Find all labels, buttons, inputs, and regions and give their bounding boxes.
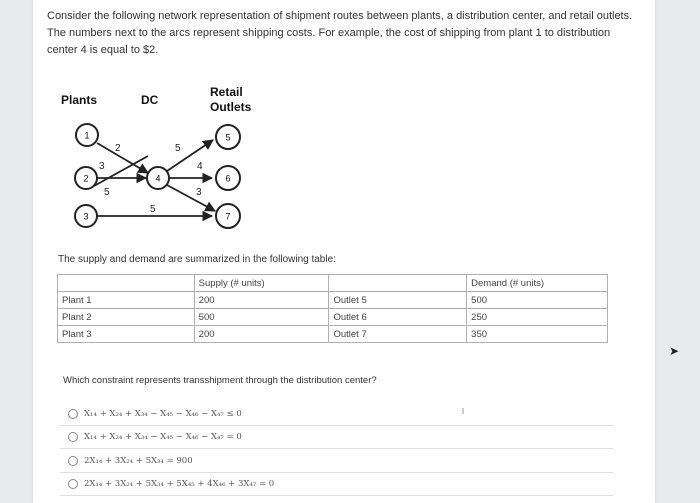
node-6 (216, 166, 240, 190)
answer-option-2[interactable] (60, 426, 613, 449)
problem-statement: Consider the following network representation of shipment routes between plants, a distribution center, and retail outlets. The numbers next to the arcs represent shipping costs. For example, the cost of shipping from plant 1 to distribution center 4 is equal to $2. (47, 10, 633, 56)
arc-4-5 (167, 140, 213, 171)
node-1 (76, 124, 98, 146)
svg-text:1: 1 (84, 130, 90, 141)
network-diagram (60, 118, 260, 238)
table-cell (58, 275, 195, 292)
arc-cost-4-6: 4 (197, 161, 203, 172)
svg-text:5: 5 (225, 132, 231, 143)
divider-mark (462, 408, 464, 414)
demand-value: 250 (467, 309, 608, 326)
arc-4-7 (167, 185, 215, 211)
outlet-label: Outlet 5 (329, 292, 467, 309)
supply-demand-table (57, 274, 608, 343)
arc-cost-2-5: 5 (104, 187, 110, 198)
dc-header: DC (141, 93, 159, 107)
svg-text:7: 7 (225, 211, 231, 222)
answer-option-4[interactable] (60, 473, 613, 496)
plants-header: Plants (61, 93, 98, 107)
answer-option-1[interactable] (60, 403, 613, 426)
table-header-row (58, 275, 608, 292)
node-4 (147, 167, 169, 189)
supply-value: 200 (194, 292, 329, 309)
plant-label: Plant 3 (58, 326, 195, 343)
node-7 (216, 204, 240, 228)
table-cell (329, 275, 467, 292)
arc-cost-4-5: 5 (175, 143, 181, 154)
answer-option-3[interactable] (60, 450, 613, 473)
outlet-label: Outlet 6 (329, 309, 467, 326)
demand-value: 350 (467, 326, 608, 343)
radio-button[interactable] (68, 456, 78, 466)
arc-1-4 (97, 143, 148, 173)
retail-header-line2: Outlets (210, 100, 252, 114)
plant-label: Plant 2 (58, 309, 195, 326)
node-5 (216, 125, 240, 149)
supply-value: 200 (194, 326, 329, 343)
table-row (58, 309, 608, 326)
summary-text: The supply and demand are summarized in the following table: (58, 254, 336, 265)
outlet-label: Outlet 7 (329, 326, 467, 343)
arc-cost-3-7: 5 (150, 204, 156, 215)
svg-text:6: 6 (225, 173, 231, 184)
table-row (58, 292, 608, 309)
svg-text:4: 4 (155, 173, 161, 184)
option-label: X₁₄ + X₂₄ + X₃₄ − X₄₅ − X₄₆ − X₄₇ ≤ 0 (84, 409, 242, 419)
retail-header-line1: Retail (210, 85, 243, 99)
radio-button[interactable] (68, 432, 78, 442)
arc-cost-1-4: 2 (115, 143, 121, 154)
option-label: X₁₄ + X₂₄ + X₃₄ − X₄₅ − X₄₆ − X₄₇ = 0 (84, 432, 242, 442)
svg-text:2: 2 (83, 173, 89, 184)
question-text: Which constraint represents transshipment through the distribution center? (63, 375, 377, 386)
arc-cost-4-7: 3 (196, 187, 202, 198)
supply-value: 500 (194, 309, 329, 326)
plant-label: Plant 1 (58, 292, 195, 309)
option-label: 2X₁₄ + 3X₂₄ + 5X₃₄ + 5X₄₅ + 4X₄₆ + 3X₄₇ = 0 (84, 479, 275, 489)
radio-button[interactable] (68, 409, 78, 419)
table-row (58, 326, 608, 343)
svg-text:3: 3 (83, 211, 89, 222)
mouse-cursor-icon: ➤ (669, 344, 680, 358)
radio-button[interactable] (68, 479, 78, 489)
demand-header: Demand (# units) (467, 275, 608, 292)
demand-value: 500 (467, 292, 608, 309)
node-2 (75, 167, 97, 189)
arc-cost-2-4: 3 (99, 161, 105, 172)
option-label: 2X₁₄ + 3X₂₄ + 5X₃₄ = 900 (84, 456, 193, 466)
node-3 (75, 205, 97, 227)
supply-header: Supply (# units) (194, 275, 329, 292)
